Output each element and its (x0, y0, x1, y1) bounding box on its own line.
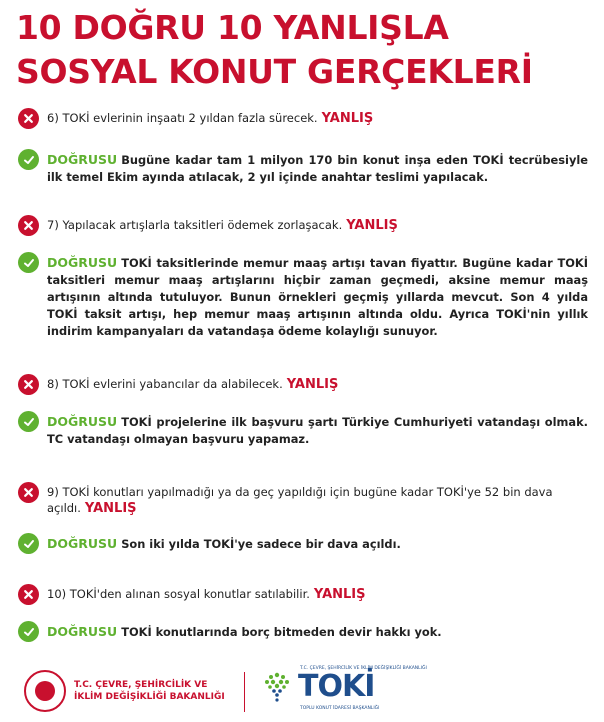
claim-row (18, 110, 588, 129)
yanlis-label: YANLIŞ (313, 587, 366, 602)
truth-text: DOĞRUSU TOKİ projelerine ilk başvuru şartı Türkiye Cumhuriyeti vatandaşı olmak. TC vatandaşı olmayan başvuru yapamaz. (47, 414, 588, 446)
fact-item-9 (18, 484, 588, 554)
truth-row (18, 413, 588, 448)
check-icon (18, 533, 39, 554)
fact-item-8 (18, 376, 588, 448)
truth-row (18, 535, 588, 554)
dogrusu-label: DOĞRUSU (47, 624, 118, 639)
truth-text: DOĞRUSU TOKİ taksitlerinde memur maaş artışı tavan fiyattır. Bugüne kadar TOKİ taksitleri memur maaş artışlarını hiçbir zaman geçmedi, aksine memur maaş artışının altında tutuluyor. Bunun örnekleri geçmiş yıllarda mevcut. Son 4 yılda TOKİ taksit artışı, hep memur maaş artışının altında oldu. Ayrıca TOKİ'nin yıllık indirim kampanyaları da vatandaşa ödeme kolaylığı sunuyor. (47, 255, 588, 338)
page-title (16, 6, 596, 94)
claim-row (18, 484, 588, 517)
toki-tree-icon (260, 670, 294, 704)
check-icon (18, 411, 39, 432)
x-icon (18, 584, 39, 605)
yanlis-label: YANLIŞ (321, 111, 374, 126)
yanlis-label: YANLIŞ (84, 501, 137, 516)
fact-item-10 (18, 586, 588, 642)
truth-text: DOĞRUSU Bugüne kadar tam 1 milyon 170 bin konut inşa eden TOKİ tecrübesiyle ilk temel Ekim ayında atılacak, 2 yıl içinde anahtar teslimi yapılacak. (47, 152, 588, 184)
dogrusu-label: DOĞRUSU (47, 255, 118, 270)
check-icon (18, 621, 39, 642)
truth-row (18, 254, 588, 340)
title-line-2: SOSYAL KONUT GERÇEKLERİ (16, 52, 533, 91)
dogrusu-label: DOĞRUSU (47, 414, 118, 429)
toki-subtitle: TOPLU KONUT İDARESİ BAŞKANLIĞI (300, 706, 380, 711)
truth-row (18, 151, 588, 186)
claim-text: 7) Yapılacak artışlarla taksitleri ödemek zorlaşacak. YANLIŞ (47, 218, 398, 233)
truth-row (18, 623, 588, 642)
dogrusu-label: DOĞRUSU (47, 152, 118, 167)
claim-row (18, 217, 588, 236)
fact-item-7 (18, 217, 588, 340)
yanlis-label: YANLIŞ (286, 377, 339, 392)
claim-row (18, 376, 588, 395)
logo-divider (244, 672, 245, 712)
claim-text: 9) TOKİ konutları yapılmadığı ya da geç yapıldığı için bugüne kadar TOKİ'ye 52 bin dava açıldı. YANLIŞ (47, 485, 553, 516)
footer (24, 666, 584, 714)
truth-text: DOĞRUSU TOKİ konutlarında borç bitmeden devir hakkı yok. (47, 624, 442, 639)
x-icon (18, 374, 39, 395)
dogrusu-label: DOĞRUSU (47, 536, 118, 551)
truth-text: DOĞRUSU Son iki yılda TOKİ'ye sadece bir dava açıldı. (47, 536, 401, 551)
x-icon (18, 482, 39, 503)
claim-text: 10) TOKİ'den alınan sosyal konutlar satılabilir. YANLIŞ (47, 587, 366, 602)
check-icon (18, 252, 39, 273)
claim-text: 6) TOKİ evlerinin inşaatı 2 yıldan fazla sürecek. YANLIŞ (47, 111, 374, 126)
title-line-1: 10 DOĞRU 10 YANLIŞLA (16, 8, 449, 47)
toki-wordmark: TOKİ (298, 669, 375, 704)
fact-item-6 (18, 110, 588, 186)
x-icon (18, 215, 39, 236)
claim-text: 8) TOKİ evlerini yabancılar da alabilecek. YANLIŞ (47, 377, 339, 392)
ministry-name: T.C. ÇEVRE, ŞEHİRCİLİK VE İKLİM DEĞİŞİKLİĞİ BAKANLIĞI (74, 680, 225, 702)
claim-row (18, 586, 588, 605)
ministry-seal-icon (24, 670, 66, 712)
toki-logo (260, 666, 427, 711)
ministry-logo (24, 670, 225, 712)
yanlis-label: YANLIŞ (346, 218, 398, 233)
toki-top-caption: T.C. ÇEVRE, ŞEHİRCİLİK VE İKLİM DEĞİŞİKLİĞİ BAKANLIĞI (300, 666, 427, 671)
check-icon (18, 149, 39, 170)
x-icon (18, 108, 39, 129)
